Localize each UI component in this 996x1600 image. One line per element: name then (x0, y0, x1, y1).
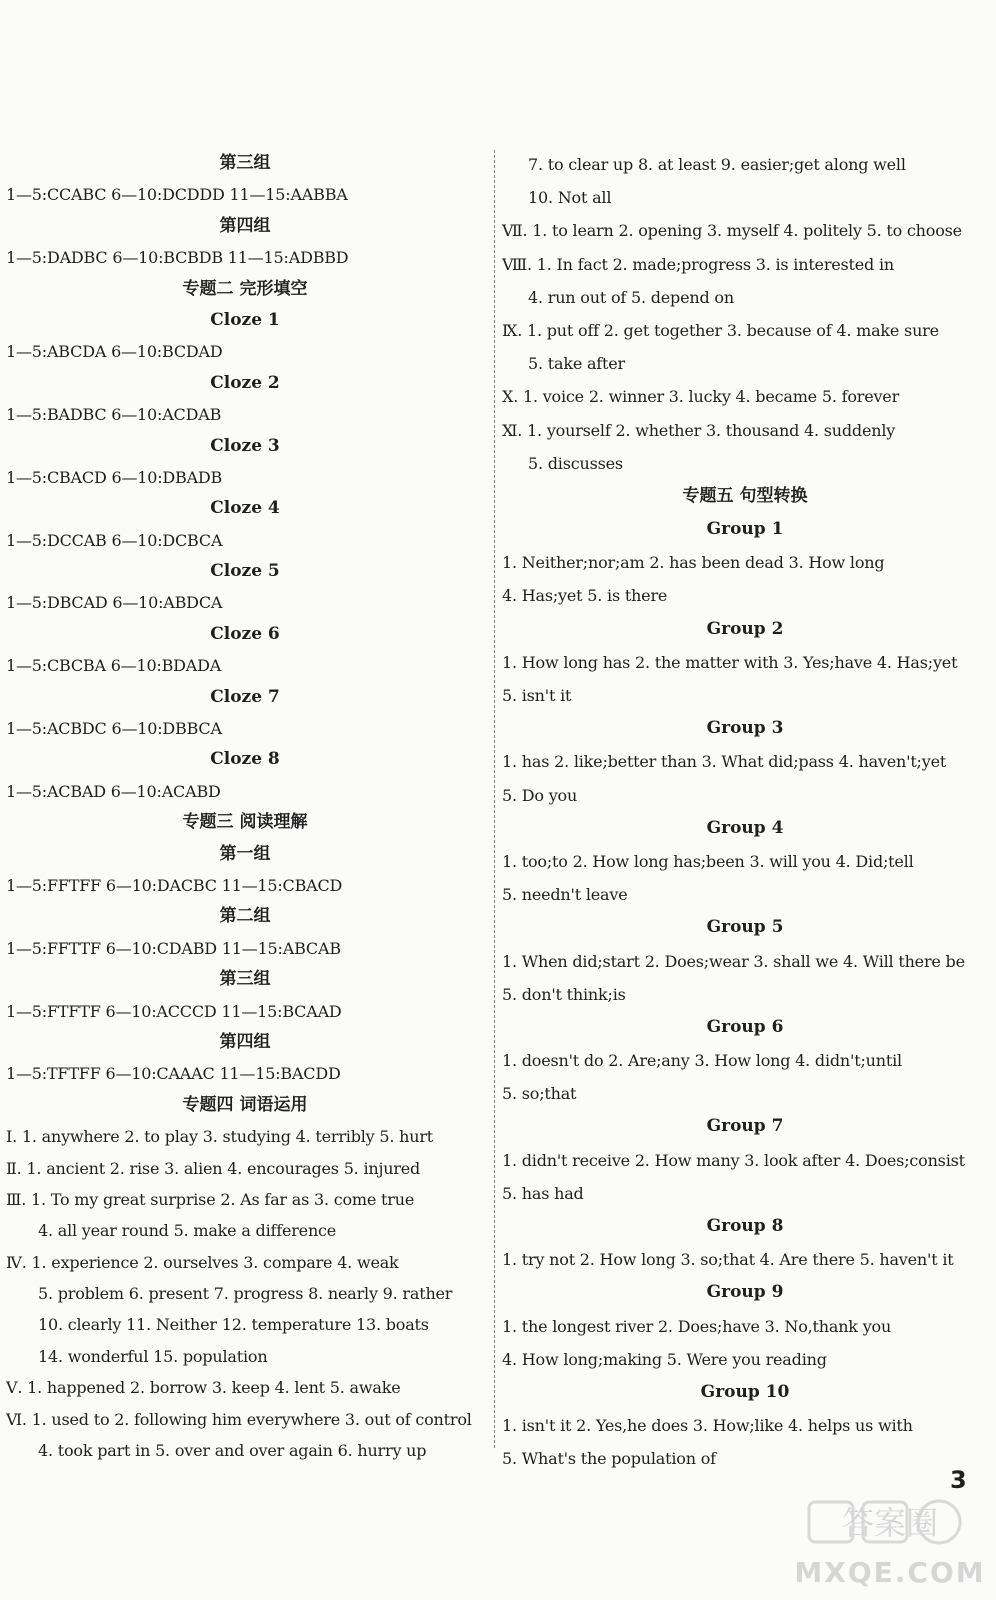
answer-line: Ⅰ. 1. anywhere 2. to play 3. studying 4. terribly 5. hurt (6, 1127, 434, 1147)
answer-line: 1—5:ABCDA 6—10:BCDAD (6, 342, 223, 362)
answer-line: Ⅶ. 1. to learn 2. opening 3. myself 4. politely 5. to choose (502, 221, 962, 241)
answer-line: 1—5:TFTFF 6—10:CAAAC 11—15:BACDD (6, 1064, 341, 1084)
answer-line: 5. take after (528, 354, 625, 374)
answer-line: 1—5:ACBAD 6—10:ACABD (6, 781, 221, 801)
answer-line: 5. Do you (502, 785, 578, 805)
answer-line: Ⅲ. 1. To my great surprise 2. As far as 3. come true (6, 1189, 415, 1209)
answer-line: 5. What's the population of (502, 1449, 716, 1469)
answer-line: 4. run out of 5. depend on (528, 287, 734, 307)
answer-line: 4. How long;making 5. Were you reading (502, 1349, 827, 1369)
answer-line: 10. Not all (528, 188, 612, 208)
watermark-top: 答案圈 (841, 1504, 939, 1542)
answer-line: 1—5:FFTFF 6—10:DACBC 11—15:CBACD (6, 875, 343, 895)
answer-line: 5. don't think;is (502, 984, 626, 1004)
answer-line: 1—5:FTFTF 6—10:ACCCD 11—15:BCAAD (6, 1001, 342, 1021)
answer-line: 1—5:CCABC 6—10:DCDDD 11—15:AABBA (6, 185, 348, 205)
answer-line: 1. try not 2. How long 3. so;that 4. Are there 5. haven't it (502, 1250, 954, 1270)
answer-line: 1. How long has 2. the matter with 3. Yes;have 4. Has;yet (502, 652, 958, 672)
answer-line: 1—5:ACBDC 6—10:DBBCA (6, 719, 222, 739)
section-heading: Cloze 6 (210, 623, 280, 644)
answer-line: Ⅱ. 1. ancient 2. rise 3. alien 4. encourages 5. injured (6, 1158, 421, 1178)
section-heading: 第三组 (219, 153, 271, 173)
answer-line: 1—5:DBCAD 6—10:ABDCA (6, 593, 223, 613)
section-heading: Cloze 4 (210, 498, 280, 519)
answer-line: 1—5:BADBC 6—10:ACDAB (6, 405, 222, 425)
answer-line: Ⅴ. 1. happened 2. borrow 3. keep 4. lent 5. awake (6, 1378, 401, 1398)
answer-line: 5. isn't it (502, 686, 572, 705)
answer-line: 1—5:CBCBA 6—10:BDADA (6, 656, 222, 676)
page-number: 3 (950, 1466, 967, 1494)
section-heading: Group 1 (706, 519, 784, 540)
section-heading: Group 9 (706, 1282, 784, 1303)
answer-line: 1. has 2. like;better than 3. What did;pass 4. haven't;yet (502, 752, 947, 772)
section-heading: Group 5 (706, 917, 784, 938)
section-heading: 第四组 (219, 215, 271, 236)
section-heading: Cloze 7 (210, 686, 280, 707)
section-heading: 第三组 (219, 969, 271, 990)
section-heading: 第一组 (219, 843, 271, 864)
answer-line: 5. needn't leave (502, 885, 628, 905)
answer-line: 4. Has;yet 5. is there (502, 586, 668, 606)
answer-line: 1. Neither;nor;am 2. has been dead 3. How long (502, 553, 885, 573)
column-divider (494, 150, 495, 1448)
section-heading: Group 3 (706, 718, 784, 739)
answer-line: 14. wonderful 15. population (38, 1346, 268, 1366)
section-heading: Cloze 5 (210, 561, 280, 582)
answer-line: 1. the longest river 2. Does;have 3. No,thank you (502, 1316, 892, 1336)
right-column (502, 148, 988, 1476)
left-column (6, 148, 484, 1466)
answer-line: 1—5:DCCAB 6—10:DCBCA (6, 530, 223, 550)
answer-line: 1. isn't it 2. Yes,he does 3. How;like 4. helps us with (502, 1416, 913, 1436)
answer-line: 1—5:CBACD 6—10:DBADB (6, 467, 223, 487)
answer-line: 1. too;to 2. How long has;been 3. will you 4. Did;tell (502, 851, 914, 871)
answer-line: Ⅳ. 1. experience 2. ourselves 3. compare 4. weak (6, 1252, 399, 1272)
answer-line: Ⅵ. 1. used to 2. following him everywhere 3. out of control (6, 1409, 472, 1429)
section-heading: Cloze 1 (210, 309, 280, 330)
answer-line: 1—5:FFTTF 6—10:CDABD 11—15:ABCAB (6, 938, 341, 958)
watermark-bottom: MXQE.COM (794, 1556, 986, 1589)
answer-line: 5. problem 6. present 7. progress 8. nearly 9. rather (38, 1284, 453, 1304)
answer-line: 5. so;that (502, 1084, 577, 1104)
answer-line: 5. discusses (528, 453, 623, 473)
section-heading: Group 4 (706, 817, 784, 838)
section-heading: 专题二 完形填空 (182, 278, 308, 299)
watermark-logo (794, 1498, 986, 1594)
section-heading: 专题四 词语运用 (182, 1094, 308, 1115)
section-heading: Group 8 (706, 1216, 784, 1236)
answer-line: 7. to clear up 8. at least 9. easier;get along well (528, 155, 906, 174)
section-heading: Cloze 8 (210, 749, 280, 770)
section-heading: Cloze 2 (210, 372, 280, 393)
answer-line: 1. doesn't do 2. Are;any 3. How long 4. didn't;until (502, 1051, 902, 1071)
section-heading: Cloze 3 (210, 435, 280, 456)
section-heading: Group 10 (700, 1381, 790, 1402)
section-heading: 第四组 (219, 1031, 271, 1052)
answer-line: Ⅺ. 1. yourself 2. whether 3. thousand 4. suddenly (502, 420, 896, 440)
answer-line: 4. took part in 5. over and over again 6. hurry up (38, 1441, 427, 1461)
section-heading: Group 7 (706, 1116, 784, 1137)
answer-line: Ⅹ. 1. voice 2. winner 3. lucky 4. became 5. forever (502, 387, 900, 407)
section-heading: Group 6 (706, 1016, 784, 1037)
answer-line: 5. has had (502, 1183, 584, 1203)
section-heading: 专题三 阅读理解 (182, 812, 308, 833)
section-heading: Group 2 (706, 618, 784, 639)
answer-line: 1. When did;start 2. Does;wear 3. shall we 4. Will there be (502, 951, 965, 971)
answer-line: Ⅸ. 1. put off 2. get together 3. because of 4. make sure (502, 320, 939, 340)
answer-line: 10. clearly 11. Neither 12. temperature 13. boats (38, 1315, 429, 1335)
section-heading: 第二组 (219, 906, 271, 927)
answer-line: 4. all year round 5. make a difference (38, 1221, 337, 1241)
answer-line: Ⅷ. 1. In fact 2. made;progress 3. is interested in (502, 254, 894, 274)
answer-line: 1—5:DADBC 6—10:BCBDB 11—15:ADBBD (6, 248, 349, 268)
section-heading: 专题五 句型转换 (682, 485, 808, 506)
answer-line: 1. didn't receive 2. How many 3. look after 4. Does;consist (502, 1150, 965, 1170)
